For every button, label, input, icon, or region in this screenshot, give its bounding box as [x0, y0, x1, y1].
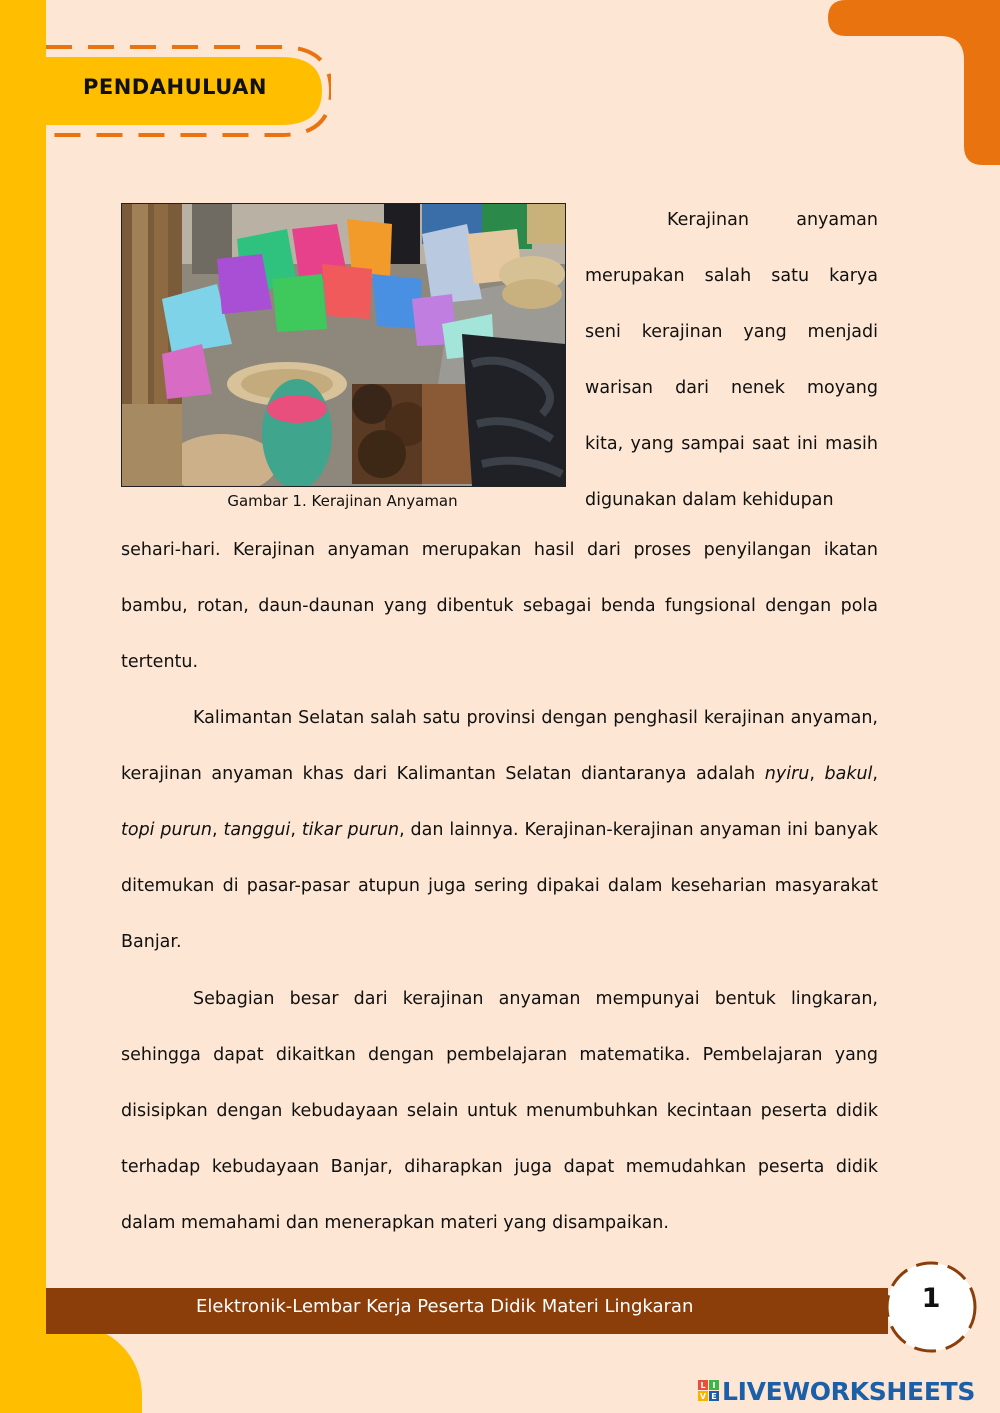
left-accent-bar [0, 0, 46, 1413]
paragraph-3: Sebagian besar dari kerajinan anyaman mempunyai bentuk lingkaran, sehingga dapat dikaitkan dengan pembelajaran matematika. Pembelajaran yang disisipkan dengan kebudayaan selain untuk menumbuhkan kecintaan peserta didik terhadap kebudayaan Banjar, diharapkan juga dapat memudahkan peserta didik dalam memahami dan menerapkan materi yang disampaikan. [121, 989, 878, 1233]
woven-crafts-illustration [122, 204, 565, 486]
page-number: 1 [921, 1283, 941, 1314]
item-separator: , [290, 820, 302, 840]
wrap-line: seni kerajinan yang menjadi [585, 322, 878, 342]
crafts-photo [121, 203, 566, 487]
paragraph-2 [121, 690, 878, 970]
wrap-line: merupakan salah satu karya [585, 266, 878, 286]
wrap-line: kita, yang sampai saat ini masih [585, 434, 878, 454]
logo-letter: L [700, 1381, 706, 1390]
wrap-line: Kerajinan anyaman [667, 210, 878, 230]
wrap-line: warisan dari nenek moyang [585, 378, 878, 398]
wrap-line: digunakan dalam kehidupan [585, 490, 834, 510]
logo-letter: I [712, 1381, 716, 1390]
item-separator: , [872, 764, 878, 784]
logo-letter: V [699, 1392, 707, 1401]
craft-item: topi purun [121, 820, 213, 840]
top-right-corner-decoration [828, 0, 1000, 165]
logo-letter: E [711, 1392, 717, 1401]
bottom-left-corner-decoration [0, 1325, 142, 1413]
footer-title: Elektronik-Lembar Kerja Peserta Didik Materi Lingkaran [196, 1296, 694, 1317]
paragraph-2-ending: , dan lainnya. Kerajinan-kerajinan anyaman ini banyak ditemukan di pasar-pasar atupun juga sering dipakai dalam keseharian masyarakat Banjar. [121, 820, 878, 952]
craft-item: tanggui [223, 820, 291, 840]
item-separator: , [212, 820, 224, 840]
item-separator: , [809, 764, 825, 784]
craft-item: tikar purun [301, 820, 400, 840]
figure-caption: Gambar 1. Kerajinan Anyaman [227, 492, 458, 510]
liveworksheets-watermark[interactable]: LIVEWORKSHEETS [722, 1377, 976, 1406]
intro-wrapped-text [585, 192, 878, 528]
paragraph-2-intro: Kalimantan Selatan salah satu provinsi dengan penghasil kerajinan anyaman, kerajinan anyaman khas dari Kalimantan Selatan diantaranya adalah [121, 708, 878, 784]
craft-item: nyiru [764, 764, 810, 784]
section-title: PENDAHULUAN [83, 75, 267, 99]
craft-item: bakul [824, 764, 873, 784]
paragraph-1-continuation: sehari-hari. Kerajinan anyaman merupakan hasil dari proses penyilangan ikatan bambu, rotan, daun-daunan yang dibentuk sebagai benda fungsional dengan pola tertentu. [121, 540, 878, 672]
